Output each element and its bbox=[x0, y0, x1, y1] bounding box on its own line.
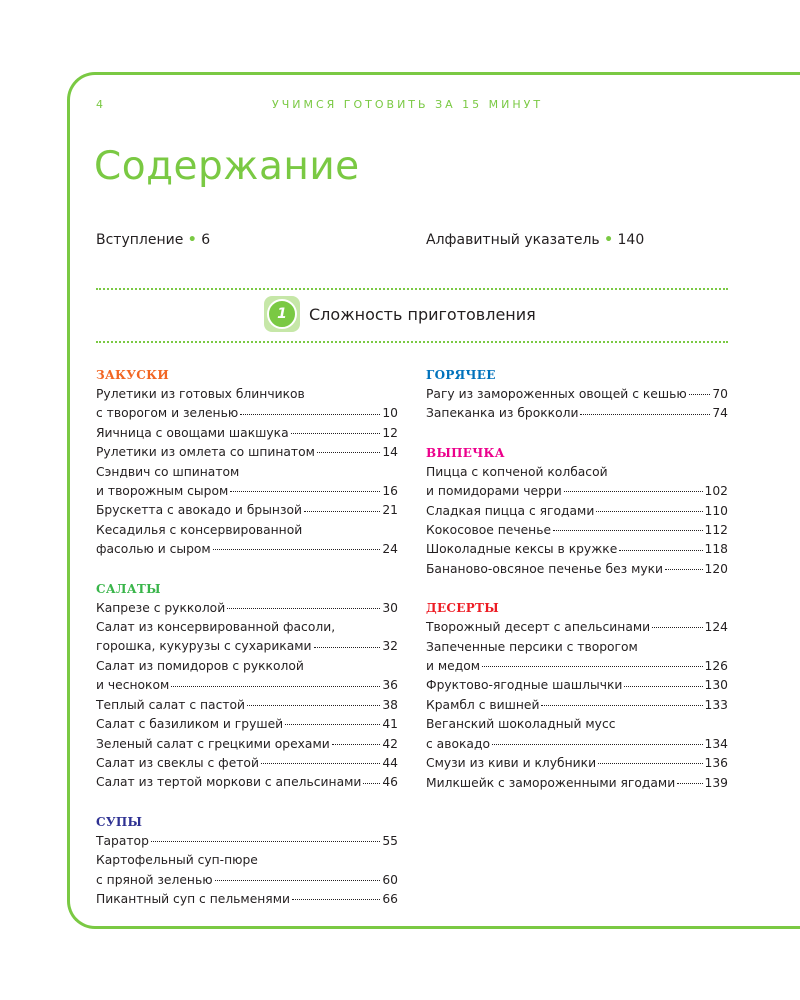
entry-page-number: 32 bbox=[382, 639, 398, 654]
entry-line bbox=[96, 871, 398, 890]
entry-page-number: 110 bbox=[704, 503, 728, 518]
toc-entry[interactable] bbox=[426, 696, 728, 715]
bullet-icon: • bbox=[187, 232, 197, 248]
dot-leader bbox=[240, 404, 380, 414]
dot-leader bbox=[596, 502, 702, 512]
entry-title: фасолью и сыром bbox=[96, 542, 211, 557]
toc-entry[interactable] bbox=[96, 773, 398, 792]
entry-title: и помидорами черри bbox=[426, 484, 562, 499]
entry-line bbox=[96, 715, 398, 734]
page-number: 4 bbox=[96, 98, 104, 111]
toc-entry[interactable] bbox=[426, 521, 728, 540]
dot-leader bbox=[580, 404, 710, 414]
dot-leader bbox=[482, 657, 702, 667]
dot-leader bbox=[564, 482, 703, 492]
dot-leader bbox=[541, 696, 702, 706]
entry-title: Салат из тертой моркови с апельсинами bbox=[96, 775, 362, 790]
entry-title: Рулетики из омлета со шпинатом bbox=[96, 445, 315, 460]
entry-title: Бананово-овсяное печенье без муки bbox=[426, 561, 664, 576]
intro-link[interactable] bbox=[96, 232, 210, 248]
entry-title: Яичница с овощами шакшука bbox=[96, 425, 289, 440]
entry-page-number: 46 bbox=[382, 775, 398, 790]
entry-page-number: 130 bbox=[704, 678, 728, 693]
entry-line bbox=[96, 696, 398, 715]
toc-entry[interactable] bbox=[426, 502, 728, 521]
entry-line bbox=[96, 832, 398, 851]
dot-leader bbox=[619, 540, 702, 550]
index-label: Алфавитный указатель bbox=[426, 232, 600, 248]
toc-entry[interactable] bbox=[426, 715, 728, 754]
entry-page-number: 12 bbox=[382, 425, 398, 440]
entry-page-number: 74 bbox=[712, 406, 728, 421]
level-number: 1 bbox=[267, 299, 297, 329]
dot-leader bbox=[230, 482, 380, 492]
toc-entry[interactable] bbox=[426, 463, 728, 502]
entry-title: Рагу из замороженных овощей с кешью bbox=[426, 387, 687, 401]
dotted-divider bbox=[96, 288, 728, 290]
dot-leader bbox=[247, 696, 380, 706]
toc-entry[interactable] bbox=[96, 521, 398, 560]
entry-line bbox=[426, 657, 728, 676]
page-title: Содержание bbox=[94, 144, 360, 189]
dot-leader bbox=[363, 773, 380, 783]
dot-leader bbox=[624, 676, 702, 686]
entry-title: Пикантный суп с пельменями bbox=[96, 891, 290, 906]
entry-title: Салат из консервированной фасоли, bbox=[96, 620, 336, 635]
entry-page-number: 120 bbox=[704, 561, 728, 576]
entry-page-number: 42 bbox=[382, 736, 398, 751]
intro-label: Вступление bbox=[96, 232, 184, 248]
section-title: СУПЫ bbox=[96, 814, 143, 829]
toc-column-right bbox=[426, 368, 728, 815]
toc-entry[interactable] bbox=[96, 657, 398, 696]
entry-line bbox=[96, 599, 398, 618]
dot-leader bbox=[215, 871, 381, 881]
entry-page-number: 21 bbox=[382, 503, 398, 518]
dot-leader bbox=[652, 618, 702, 628]
entry-title: Теплый салат с пастой bbox=[96, 697, 246, 712]
entry-title: горошка, кукурузы с сухариками bbox=[96, 639, 312, 654]
entry-title: Таратор bbox=[96, 833, 149, 848]
entry-line bbox=[96, 735, 398, 754]
entry-line bbox=[426, 540, 728, 559]
entry-page-number: 124 bbox=[704, 620, 728, 635]
entry-title: Брускетта с авокадо и брынзой bbox=[96, 503, 303, 518]
dot-leader bbox=[553, 521, 702, 531]
toc-entry[interactable] bbox=[96, 424, 398, 443]
entry-line bbox=[96, 501, 398, 520]
toc-entry[interactable] bbox=[426, 560, 728, 579]
dotted-divider bbox=[96, 341, 728, 343]
dot-leader bbox=[227, 599, 380, 609]
entry-title: Сладкая пицца с ягодами bbox=[426, 503, 595, 518]
level-label: Сложность приготовления bbox=[309, 304, 536, 324]
entry-title: Капрезе с рукколой bbox=[96, 600, 226, 615]
toc-entry[interactable] bbox=[426, 754, 728, 773]
entry-page-number: 24 bbox=[382, 542, 398, 557]
toc-section bbox=[96, 582, 398, 793]
dot-leader bbox=[314, 637, 381, 647]
entry-page-number: 70 bbox=[712, 387, 728, 401]
toc-entry[interactable] bbox=[426, 618, 728, 637]
dot-leader bbox=[317, 443, 380, 453]
entry-page-number: 126 bbox=[704, 659, 728, 674]
entry-title: Рулетики из готовых блинчиков bbox=[96, 387, 305, 401]
toc-entry[interactable] bbox=[96, 754, 398, 773]
entry-line bbox=[426, 774, 728, 793]
entry-title: Творожный десерт с апельсинами bbox=[426, 620, 651, 635]
toc-section bbox=[96, 368, 398, 560]
entry-title: Салат из помидоров с рукколой bbox=[96, 658, 304, 673]
dot-leader bbox=[665, 560, 702, 570]
entry-line bbox=[96, 890, 398, 909]
toc-entry[interactable] bbox=[426, 676, 728, 695]
entry-title: Салат из свеклы с фетой bbox=[96, 755, 259, 770]
section-title: ВЫПЕЧКА bbox=[426, 445, 505, 460]
entry-page-number: 60 bbox=[382, 872, 398, 887]
entry-title: с творогом и зеленью bbox=[96, 406, 239, 421]
intro-page: 6 bbox=[201, 232, 211, 248]
entry-line bbox=[426, 521, 728, 540]
entry-title: Кесадилья с консервированной bbox=[96, 522, 303, 537]
entry-line bbox=[96, 754, 398, 773]
toc-entry[interactable] bbox=[426, 385, 728, 404]
entry-line bbox=[426, 482, 728, 501]
entry-page-number: 112 bbox=[704, 523, 728, 538]
dot-leader bbox=[689, 385, 711, 395]
dot-leader bbox=[213, 540, 381, 550]
dot-leader bbox=[285, 715, 380, 725]
dot-leader bbox=[261, 754, 380, 764]
entry-title: Сэндвич со шпинатом bbox=[96, 464, 240, 479]
entry-line bbox=[426, 618, 728, 637]
entry-page-number: 38 bbox=[382, 697, 398, 712]
entry-page-number: 55 bbox=[382, 833, 398, 848]
entry-title: с пряной зеленью bbox=[96, 872, 213, 887]
toc-entry[interactable] bbox=[96, 696, 398, 715]
entry-line bbox=[96, 540, 398, 559]
section-title: ДЕСЕРТЫ bbox=[426, 601, 499, 616]
index-page: 140 bbox=[617, 232, 645, 248]
toc-entry[interactable] bbox=[426, 540, 728, 559]
toc-entry[interactable] bbox=[96, 618, 398, 657]
entry-title: Картофельный суп-пюре bbox=[96, 853, 258, 868]
bullet-icon: • bbox=[604, 232, 614, 248]
toc-entry[interactable] bbox=[96, 463, 398, 502]
entry-title: Фруктово-ягодные шашлычки bbox=[426, 678, 623, 693]
toc-entry[interactable] bbox=[426, 774, 728, 793]
entry-title: и творожным сыром bbox=[96, 484, 229, 499]
entry-line bbox=[96, 637, 398, 656]
entry-line bbox=[96, 482, 398, 501]
entry-title: Салат с базиликом и грушей bbox=[96, 717, 284, 732]
toc-entry[interactable] bbox=[96, 385, 398, 424]
entry-page-number: 16 bbox=[382, 484, 398, 499]
entry-line bbox=[426, 404, 728, 423]
entry-page-number: 44 bbox=[382, 755, 398, 770]
entry-title: и медом bbox=[426, 659, 481, 674]
index-link[interactable] bbox=[426, 232, 644, 248]
entry-page-number: 36 bbox=[382, 678, 398, 693]
toc-section bbox=[426, 368, 728, 424]
entry-line bbox=[426, 676, 728, 695]
entry-page-number: 102 bbox=[704, 484, 728, 499]
entry-title: Крамбл с вишней bbox=[426, 697, 540, 712]
entry-title: с авокадо bbox=[426, 736, 490, 751]
level-badge-icon bbox=[264, 296, 300, 332]
section-title: ГОРЯЧЕЕ bbox=[426, 368, 496, 382]
entry-page-number: 10 bbox=[382, 406, 398, 421]
toc-entry[interactable] bbox=[96, 851, 398, 890]
dot-leader bbox=[598, 754, 702, 764]
toc-section bbox=[426, 601, 728, 793]
entry-page-number: 134 bbox=[704, 736, 728, 751]
difficulty-level bbox=[264, 296, 536, 332]
entry-line bbox=[96, 443, 398, 462]
entry-line bbox=[96, 404, 398, 423]
dot-leader bbox=[332, 735, 381, 745]
dot-leader bbox=[292, 890, 380, 900]
entry-line bbox=[96, 424, 398, 443]
toc-entry[interactable] bbox=[96, 599, 398, 618]
entry-title: Запеченные персики с творогом bbox=[426, 639, 638, 654]
entry-title: Веганский шоколадный мусс bbox=[426, 717, 616, 732]
entry-page-number: 66 bbox=[382, 891, 398, 906]
toc-entry[interactable] bbox=[426, 404, 728, 423]
toc-section bbox=[96, 815, 398, 910]
entry-title: и чесноком bbox=[96, 678, 170, 693]
dot-leader bbox=[677, 774, 702, 784]
toc-entry[interactable] bbox=[96, 443, 398, 462]
entry-line bbox=[426, 385, 728, 404]
entry-line bbox=[96, 773, 398, 792]
dot-leader bbox=[171, 676, 380, 686]
entry-line bbox=[426, 560, 728, 579]
section-title: ЗАКУСКИ bbox=[96, 368, 169, 382]
entry-page-number: 14 bbox=[382, 445, 398, 460]
dot-leader bbox=[304, 501, 380, 511]
entry-page-number: 41 bbox=[382, 717, 398, 732]
entry-line bbox=[426, 502, 728, 521]
entry-page-number: 133 bbox=[704, 697, 728, 712]
entry-page-number: 118 bbox=[704, 542, 728, 557]
running-head: УЧИМСЯ ГОТОВИТЬ ЗА 15 МИНУТ bbox=[272, 98, 544, 111]
toc-entry[interactable] bbox=[426, 638, 728, 677]
dot-leader bbox=[151, 832, 380, 842]
entry-title: Пицца с копченой колбасой bbox=[426, 464, 608, 479]
entry-page-number: 139 bbox=[704, 775, 728, 790]
toc-entry[interactable] bbox=[96, 890, 398, 909]
entry-title: Кокосовое печенье bbox=[426, 523, 552, 538]
entry-page-number: 30 bbox=[382, 600, 398, 615]
entry-title: Зеленый салат с грецкими орехами bbox=[96, 736, 330, 751]
toc-entry[interactable] bbox=[96, 715, 398, 734]
toc-entry[interactable] bbox=[96, 501, 398, 520]
entry-title: Шоколадные кексы в кружке bbox=[426, 542, 618, 557]
entry-title: Смузи из киви и клубники bbox=[426, 756, 597, 771]
entry-line bbox=[426, 696, 728, 715]
section-title: САЛАТЫ bbox=[96, 581, 161, 596]
toc-column-left bbox=[96, 368, 398, 931]
entry-line bbox=[96, 676, 398, 695]
toc-entry[interactable] bbox=[96, 735, 398, 754]
entry-line bbox=[426, 735, 728, 754]
entry-page-number: 136 bbox=[704, 756, 728, 771]
dot-leader bbox=[291, 424, 381, 434]
toc-section bbox=[426, 446, 728, 579]
toc-entry[interactable] bbox=[96, 832, 398, 851]
dot-leader bbox=[492, 735, 703, 745]
entry-title: Милкшейк с замороженными ягодами bbox=[426, 775, 676, 790]
entry-title: Запеканка из брокколи bbox=[426, 406, 579, 421]
entry-line bbox=[426, 754, 728, 773]
